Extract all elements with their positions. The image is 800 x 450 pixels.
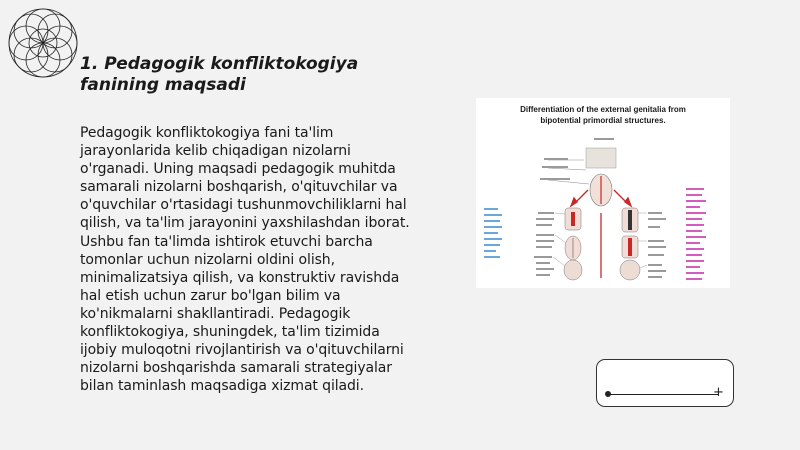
timeline-widget[interactable] (596, 359, 734, 407)
timeline-line (609, 394, 719, 395)
figure-title-line-1: Differentiation of the external genitalia from (520, 105, 686, 114)
spirograph-logo-icon (4, 4, 82, 82)
left-stage-illustrations (534, 208, 582, 280)
figure-panel (476, 98, 730, 288)
right-stage-illustrations (620, 208, 666, 280)
dot-icon[interactable] (605, 391, 611, 397)
slide-title: 1. Pedagogik konfliktokogiya fanining maqsadi (80, 54, 359, 95)
left-side-note-blue (484, 208, 502, 258)
plus-icon[interactable]: + (713, 385, 724, 400)
right-side-note-pink (686, 188, 706, 280)
slide-body-text: Pedagogik konfliktokogiya fani ta'lim jarayonlarida kelib chiqadigan nizolarni o'rganadi. Uning maqsadi pedagogik muhitda samarali nizolarni boshqarish, o'qituvchilar va o'quvchilar o'rtasidagi tushunmovchiliklarni hal qilish, va ta'lim jarayonini yaxshilashdan iborat. Ushbu fan ta'limda ishtirok etuvchi barcha tomonlar uchun nizolarni oldini olish, minimalizatsiya qilish, va konstruktiv ravishda hal etish uchun zarur bo'lgan bilim va ko'nikmalarni shakllantiradi. Pedagogik konfliktokogiya, shuningdek, ta'lim tizimida ijobiy muloqotni rivojlantirish va o'qituvchilarni nizolarni boshqarishda samarali strategiyalar bilan taminlash maqsadiga xizmat qiladi. (80, 125, 410, 395)
figure-title-line-2: bipotential primordial structures. (540, 116, 666, 125)
bipotential-primordium-illustration (540, 138, 616, 206)
genitalia-differentiation-diagram (476, 98, 730, 288)
